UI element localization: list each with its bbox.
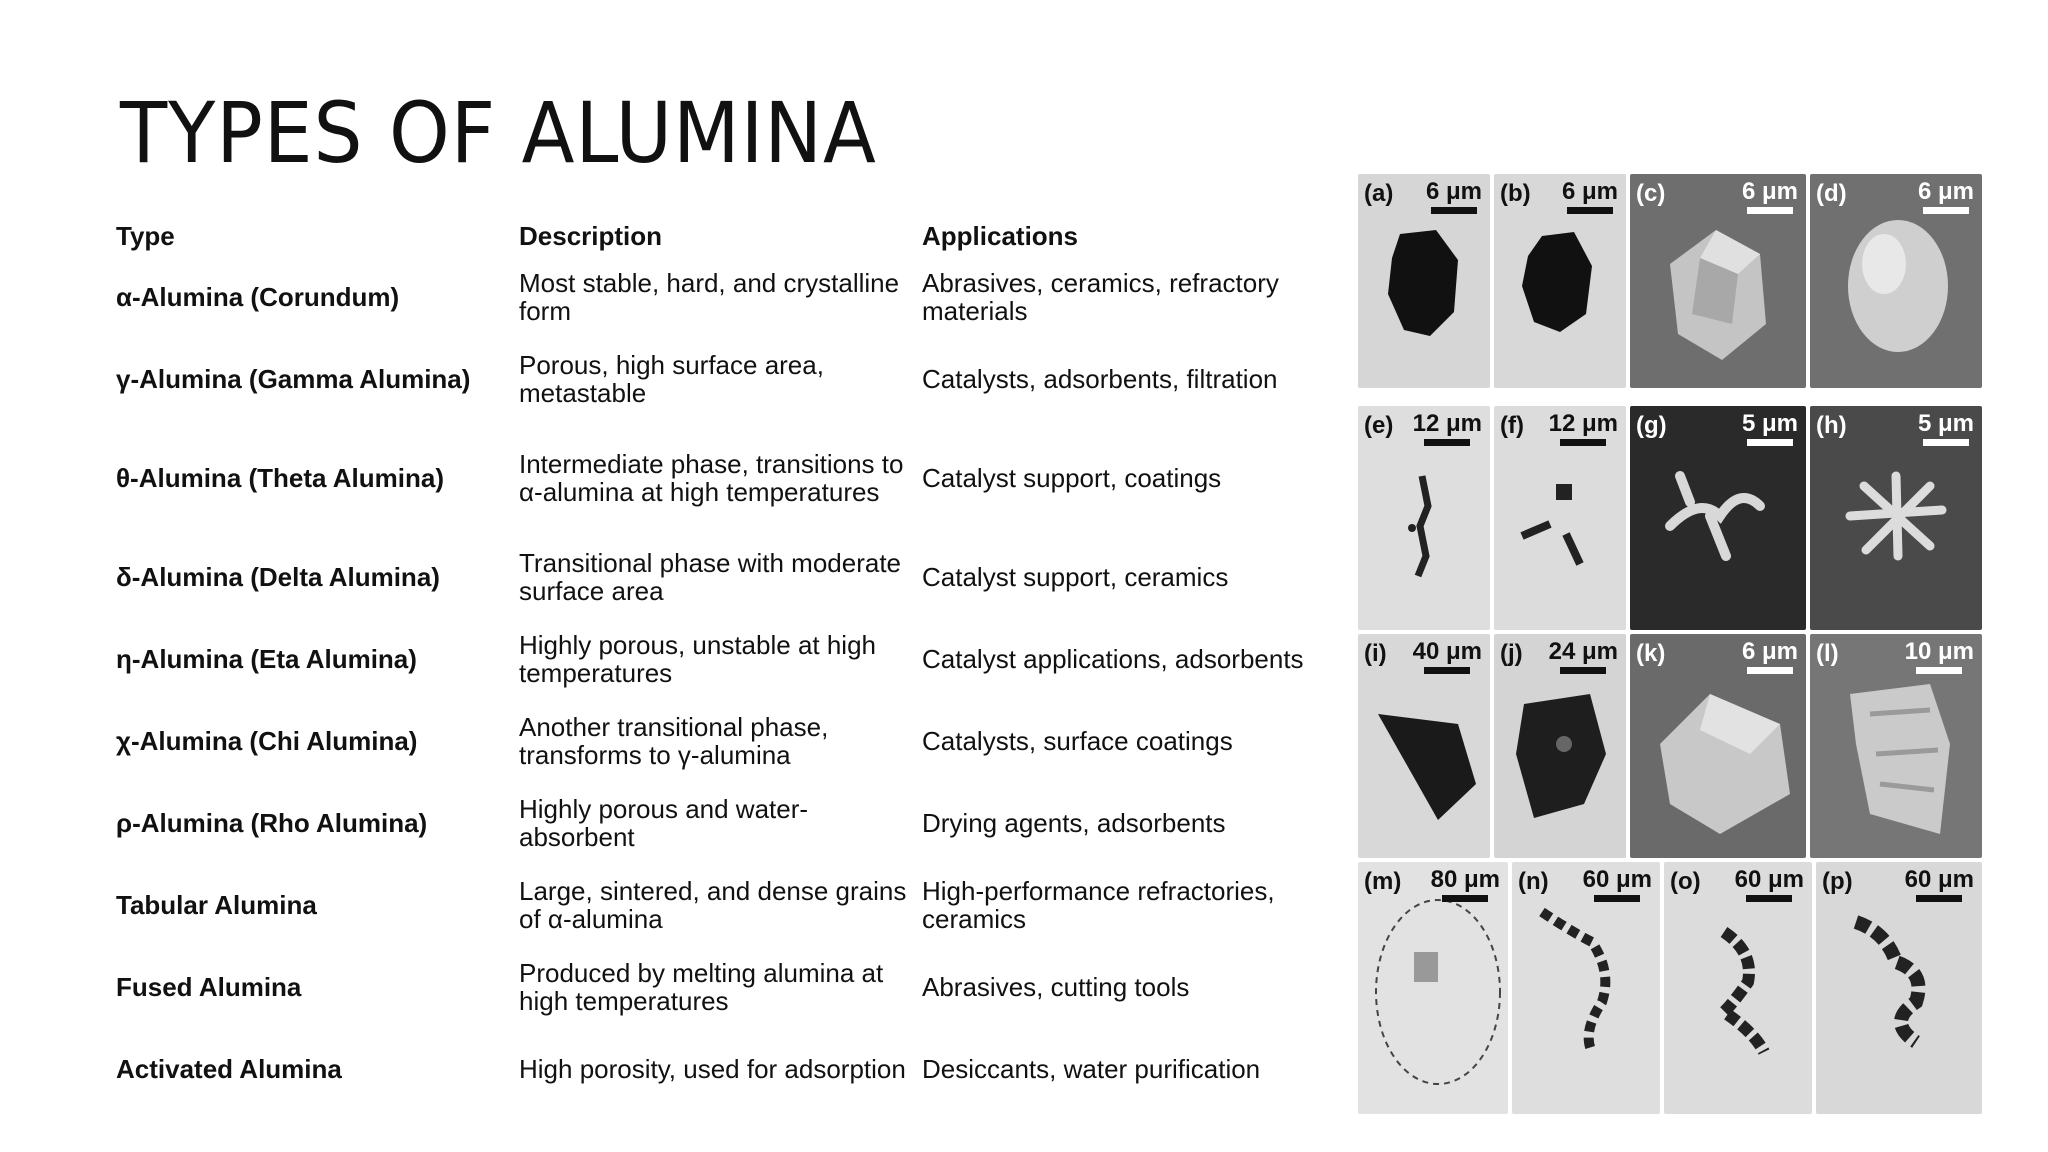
description-cell: Highly porous, unstable at high temperatures — [519, 630, 877, 688]
applications-cell: Desiccants, water purification — [922, 1054, 1261, 1084]
scale-bar: 40 μm — [1413, 640, 1482, 674]
scale-bar: 12 μm — [1413, 412, 1482, 446]
scale-bar: 6 μm — [1742, 640, 1798, 674]
description-cell: High porosity, used for adsorption — [519, 1054, 906, 1084]
scale-bar: 6 μm — [1426, 180, 1482, 214]
panel-label: (l) — [1816, 640, 1839, 667]
type-cell: χ-Alumina (Chi Alumina) — [116, 726, 418, 756]
applications-cell: Abrasives, cutting tools — [922, 972, 1190, 1002]
header-type: Type — [116, 221, 175, 251]
description-cell: Another transitional phase, transforms to γ-alumina — [519, 712, 829, 770]
micrograph-panel-o — [1664, 862, 1812, 1114]
table-row — [116, 864, 1316, 946]
applications-cell: Abrasives, ceramics, refractory materials — [922, 268, 1279, 326]
applications-cell: Catalyst support, coatings — [922, 463, 1222, 493]
scale-bar: 12 μm — [1549, 412, 1618, 446]
micrograph-panel-j — [1494, 634, 1626, 858]
panel-label: (g) — [1636, 412, 1667, 439]
scale-bar: 5 μm — [1742, 412, 1798, 446]
table-row — [116, 420, 1316, 536]
slide-title: TYPES OF ALUMINA — [120, 84, 877, 182]
micrograph-panel-m — [1358, 862, 1508, 1114]
scale-bar: 6 μm — [1918, 180, 1974, 214]
description-cell: Intermediate phase, transitions to α-alumina at high temperatures — [519, 449, 904, 507]
description-cell: Produced by melting alumina at high temperatures — [519, 958, 884, 1016]
micrograph-panel-h — [1810, 406, 1982, 630]
applications-cell: Drying agents, adsorbents — [922, 808, 1226, 838]
table-row — [116, 536, 1316, 618]
micrograph-panel-c — [1630, 174, 1806, 388]
scale-bar: 6 μm — [1742, 180, 1798, 214]
panel-label: (e) — [1364, 412, 1394, 439]
scale-bar: 5 μm — [1918, 412, 1974, 446]
micrograph-panel-p — [1816, 862, 1982, 1114]
type-cell: δ-Alumina (Delta Alumina) — [116, 562, 440, 592]
panel-label: (o) — [1670, 868, 1701, 895]
description-cell: Highly porous and water-absorbent — [519, 794, 809, 852]
panel-label: (m) — [1364, 868, 1402, 895]
table-row — [116, 618, 1316, 700]
description-cell: Most stable, hard, and crystalline form — [519, 268, 900, 326]
type-cell: Tabular Alumina — [116, 890, 317, 920]
panel-label: (i) — [1364, 640, 1387, 667]
description-cell: Large, sintered, and dense grains of α-alumina — [519, 876, 907, 934]
table-row — [116, 700, 1316, 782]
alumina-types-table — [116, 216, 1316, 1110]
table-row — [116, 782, 1316, 864]
table-row — [116, 256, 1316, 338]
micrograph-panel-i — [1358, 634, 1490, 858]
micrograph-figure — [1358, 174, 1988, 1114]
table-header-row — [116, 216, 1316, 256]
type-cell: α-Alumina (Corundum) — [116, 282, 400, 312]
applications-cell: High-performance refractories, ceramics — [922, 876, 1275, 934]
panel-label: (h) — [1816, 412, 1847, 439]
panel-label: (a) — [1364, 180, 1394, 207]
type-cell: θ-Alumina (Theta Alumina) — [116, 463, 444, 493]
type-cell: ρ-Alumina (Rho Alumina) — [116, 808, 428, 838]
micrograph-panel-a — [1358, 174, 1490, 388]
applications-cell: Catalysts, adsorbents, filtration — [922, 364, 1278, 394]
header-applications: Applications — [922, 221, 1079, 251]
type-cell: η-Alumina (Eta Alumina) — [116, 644, 417, 674]
table-row — [116, 946, 1316, 1028]
applications-cell: Catalyst support, ceramics — [922, 562, 1229, 592]
scale-bar: 60 μm — [1583, 868, 1652, 902]
panel-label: (p) — [1822, 868, 1853, 895]
panel-label: (n) — [1518, 868, 1549, 895]
description-cell: Transitional phase with moderate surface area — [519, 548, 902, 606]
header-description: Description — [519, 221, 663, 251]
micrograph-panel-d — [1810, 174, 1982, 388]
applications-cell: Catalyst applications, adsorbents — [922, 644, 1304, 674]
table-row — [116, 1028, 1316, 1110]
micrograph-panel-f — [1494, 406, 1626, 630]
description-cell: Porous, high surface area, metastable — [519, 350, 824, 408]
micrograph-panel-e — [1358, 406, 1490, 630]
panel-label: (f) — [1500, 412, 1524, 439]
scale-bar: 6 μm — [1562, 180, 1618, 214]
scale-bar: 10 μm — [1905, 640, 1974, 674]
panel-label: (b) — [1500, 180, 1531, 207]
scale-bar: 80 μm — [1431, 868, 1500, 902]
applications-cell: Catalysts, surface coatings — [922, 726, 1233, 756]
micrograph-panel-l — [1810, 634, 1982, 858]
type-cell: γ-Alumina (Gamma Alumina) — [116, 364, 471, 394]
panel-label: (d) — [1816, 180, 1847, 207]
type-cell: Activated Alumina — [116, 1054, 342, 1084]
type-cell: Fused Alumina — [116, 972, 302, 1002]
micrograph-panel-n — [1512, 862, 1660, 1114]
panel-label: (j) — [1500, 640, 1523, 667]
table-row — [116, 338, 1316, 420]
micrograph-panel-b — [1494, 174, 1626, 388]
scale-bar: 24 μm — [1549, 640, 1618, 674]
micrograph-panel-g — [1630, 406, 1806, 630]
panel-label: (k) — [1636, 640, 1666, 667]
panel-label: (c) — [1636, 180, 1666, 207]
micrograph-panel-k — [1630, 634, 1806, 858]
scale-bar: 60 μm — [1905, 868, 1974, 902]
scale-bar: 60 μm — [1735, 868, 1804, 902]
